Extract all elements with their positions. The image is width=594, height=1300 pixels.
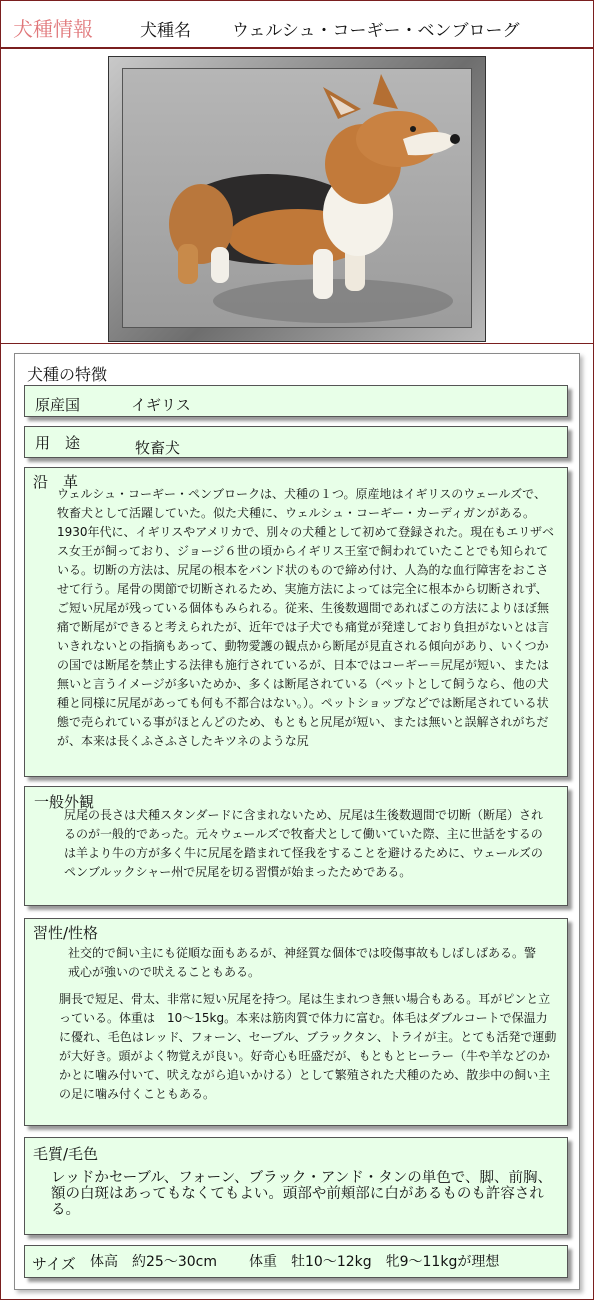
purpose-value: 牧畜犬 bbox=[135, 439, 181, 457]
size-height: 体高 約25～30cm bbox=[90, 1254, 217, 1270]
breed-name-label: 犬種名 bbox=[140, 21, 191, 41]
coat-label: 毛質/毛色 bbox=[33, 1145, 99, 1163]
appearance-label: 一般外観 bbox=[34, 793, 95, 811]
history-text: ウェルシュ・コーギー・ペンブロークは、犬種の１つ。原産地はイギリスのウェールズで、牧畜犬として活躍していた。似た犬種に、ウェルシュ・コーギー・カーディガンがある。1930年代に、イギリスやアメリカで、別々の犬種として初めて登録された。現在もエリザベス女王が飼っており、ジョージ６世の頃からイギリス王室で飼われていたことでも知られている。切断の方法は、尻尾の根本をバンド状のもので締め付け、人為的な血行障害をおこさせて行う。尾骨の関節で切断されるため、実施方法によっては完全に根本から切断されず、ご短い尻尾が残っている個体もみられる。従来、生後数週間であればこの方法によりほぼ無痛で断尾ができると考えられたが、近年では子犬でも痛覚が発達しており負担がないとは言いきれないとの指摘もあって、動物愛護の観点から断尾が見直される傾向があり、いくつかの国では断尾を禁止する法律も施行されているが、日本ではコーギー＝尻尾が短い、または無いと言うイメージが多いためか、多くは断尾されている（ペットとして飼うなら、他の犬種と同様に尻尾があっても何も不都合はない。）。ペットショップなどでは断尾されている状態で売られている事がほとんどのため、もともと尻尾が短い、または無いと誤解されがちだが、本来は長くふさふさしたキツネのような尻 bbox=[57, 487, 554, 748]
purpose-label: 用 途 bbox=[35, 434, 81, 452]
origin-value: イギリス bbox=[131, 396, 191, 414]
corgi-illustration bbox=[123, 69, 472, 328]
appearance-text: 尻尾の長さは犬種スタンダードに含まれないため、尻尾は生後数週間で切断（断尾）されるのが一般的であった。元々ウェールズで牧畜犬として働いていた際、主に世話をするのは羊より牛の方が多く牛に尻尾を踏まれて怪我をすることを避けるために、ウェールズのペンブルックシャー州で尻尾を切る習慣が始まったためである。 bbox=[64, 808, 544, 879]
temperament-text-1: 社交的で飼い主にも従順な面もあるが、神経質な個体では咬傷事故もしばしばある。警戒心が強いので吠えることもある。 bbox=[68, 946, 537, 979]
page-title: 犬種情報 bbox=[13, 17, 93, 41]
history-label: 沿 革 bbox=[33, 473, 79, 491]
features-title: 犬種の特徴 bbox=[27, 365, 108, 384]
temperament-text-2: 胴長で短足、骨太、非常に短い尻尾を持つ。尾は生まれつき無い場合もある。耳がピンと立っている。体重は 10～15kg。本来は筋肉質で体力に富む。体毛はダブルコートで保温力に優れ、毛色はレッド、フォーン、セーブル、ブラックタン、トライが主。とても活発で運動が大好き。頭がよく物覚えが良い。好奇心も旺盛だが、もともとヒーラー（牛や羊などのかかとに噛み付いて、吠えながら追いかける）として繁殖された犬種のため、散歩中の飼い主の足に噛み付くこともある。 bbox=[59, 992, 557, 1101]
coat-text: レッドかセーブル、フォーン、ブラック・アンド・タンの単色で、脚、前胸、額の白斑はあってもなくてもよい。頭部や前頬部に白があるものも許容される。 bbox=[51, 1170, 552, 1218]
breed-name-value: ウェルシュ・コーギー・ベンブローグ bbox=[232, 21, 520, 41]
temperament-label: 習性/性格 bbox=[33, 924, 99, 942]
size-label: サイズ bbox=[32, 1255, 76, 1273]
purpose-box bbox=[24, 426, 568, 458]
size-weight: 体重 牡10～12kg 牝9～11kgが理想 bbox=[249, 1254, 500, 1270]
dog-photo bbox=[122, 68, 472, 328]
origin-box bbox=[24, 385, 568, 417]
origin-label: 原産国 bbox=[35, 396, 81, 414]
